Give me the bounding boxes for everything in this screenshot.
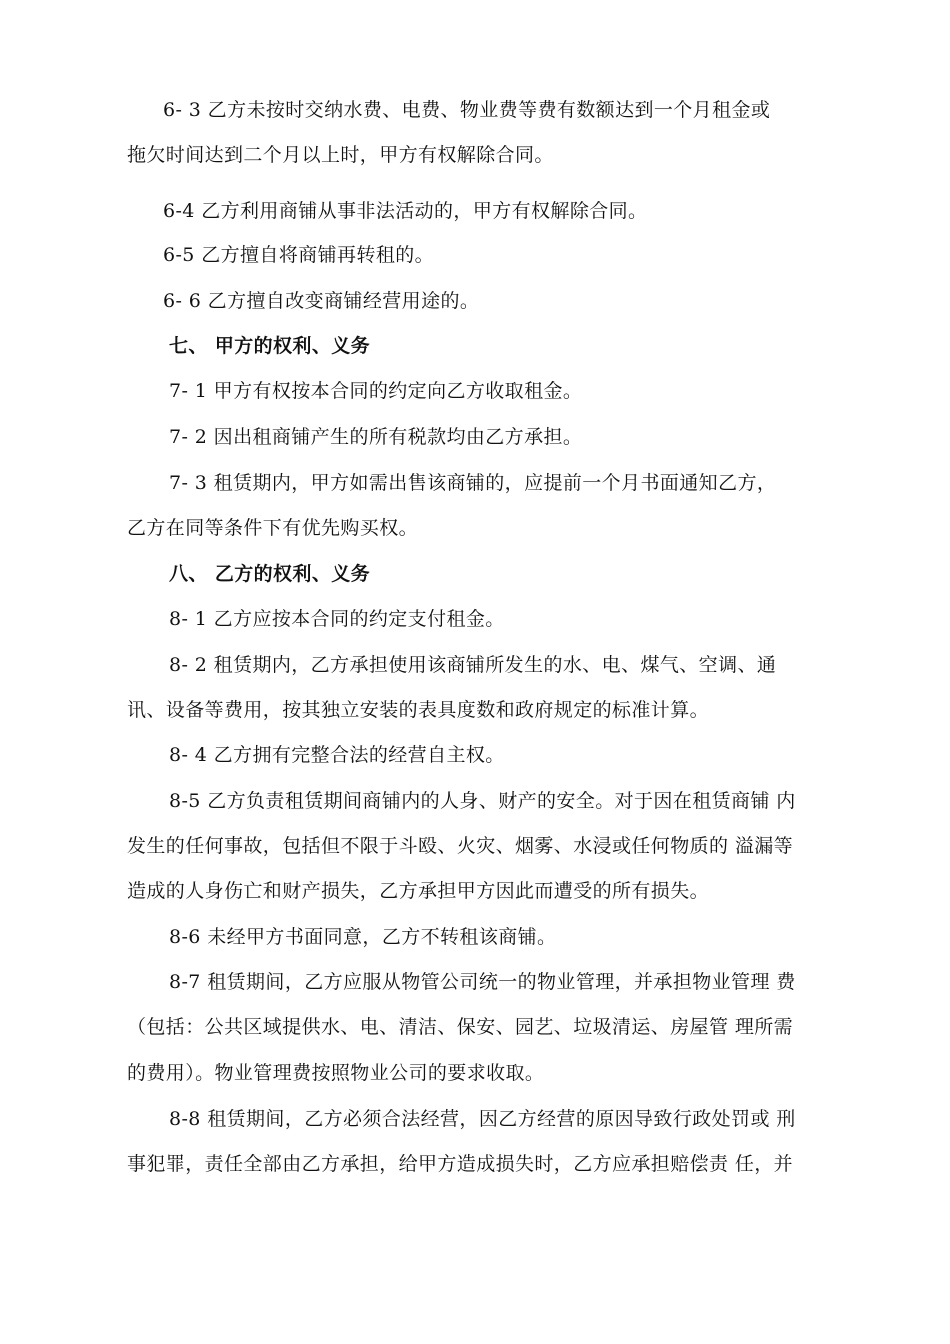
- clause-8-2-line-2: 讯、设备等费用，按其独立安装的表具度数和政府规定的标准计算。: [127, 699, 710, 721]
- clause-8-4: 8- 4 乙方拥有完整合法的经营自主权。: [169, 744, 505, 766]
- clause-8-7-line-3: 的费用）。物业管理费按照物业公司的要求收取。: [127, 1062, 545, 1084]
- clause-6-6: 6- 6 乙方擅自改变商铺经营用途的。: [163, 290, 480, 312]
- clause-6-4: 6-4 乙方利用商铺从事非法活动的，甲方有权解除合同。: [163, 200, 648, 222]
- clause-8-5-line-1: 8-5 乙方负责租赁期间商铺内的人身、财产的安全。对于因在租赁商铺 内: [169, 790, 796, 812]
- clause-6-3-line-2: 拖欠时间达到二个月以上时，甲方有权解除合同。: [127, 144, 554, 166]
- clause-8-7-line-2: （包括：公共区域提供水、电、清洁、保安、园艺、垃圾清运、房屋管 理所需: [127, 1016, 794, 1038]
- clause-8-2-line-1: 8- 2 租赁期内，乙方承担使用该商铺所发生的水、电、煤气、空调、通: [169, 654, 777, 676]
- clause-7-1: 7- 1 甲方有权按本合同的约定向乙方收取租金。: [169, 380, 583, 402]
- clause-8-1: 8- 1 乙方应按本合同的约定支付租金。: [169, 608, 505, 630]
- section-7-heading: 七、 甲方的权利、义务: [169, 335, 371, 357]
- clause-8-8-line-2: 事犯罪，责任全部由乙方承担，给甲方造成损失时，乙方应承担赔偿责 任，并: [127, 1153, 794, 1175]
- clause-8-7-line-1: 8-7 租赁期间，乙方应服从物管公司统一的物业管理，并承担物业管理 费: [169, 971, 796, 993]
- section-8-heading: 八、 乙方的权利、义务: [169, 563, 371, 585]
- clause-6-5: 6-5 乙方擅自将商铺再转租的。: [163, 244, 435, 266]
- clause-8-8-line-1: 8-8 租赁期间，乙方必须合法经营，因乙方经营的原因导致行政处罚或 刑: [169, 1108, 796, 1130]
- clause-6-3-line-1: 6- 3 乙方未按时交纳水费、电费、物业费等费有数额达到一个月租金或: [163, 99, 771, 121]
- clause-7-2: 7- 2 因出租商铺产生的所有税款均由乙方承担。: [169, 426, 583, 448]
- clause-8-5-line-2: 发生的任何事故，包括但不限于斗殴、火灾、烟雾、水浸或任何物质的 溢漏等: [127, 835, 794, 857]
- clause-7-3-line-2: 乙方在同等条件下有优先购买权。: [127, 517, 419, 539]
- clause-8-5-line-3: 造成的人身伤亡和财产损失，乙方承担甲方因此而遭受的所有损失。: [127, 880, 710, 902]
- clause-8-6: 8-6 未经甲方书面同意，乙方不转租该商铺。: [169, 926, 557, 948]
- clause-7-3-line-1: 7- 3 租赁期内，甲方如需出售该商铺的，应提前一个月书面通知乙方，: [169, 472, 777, 494]
